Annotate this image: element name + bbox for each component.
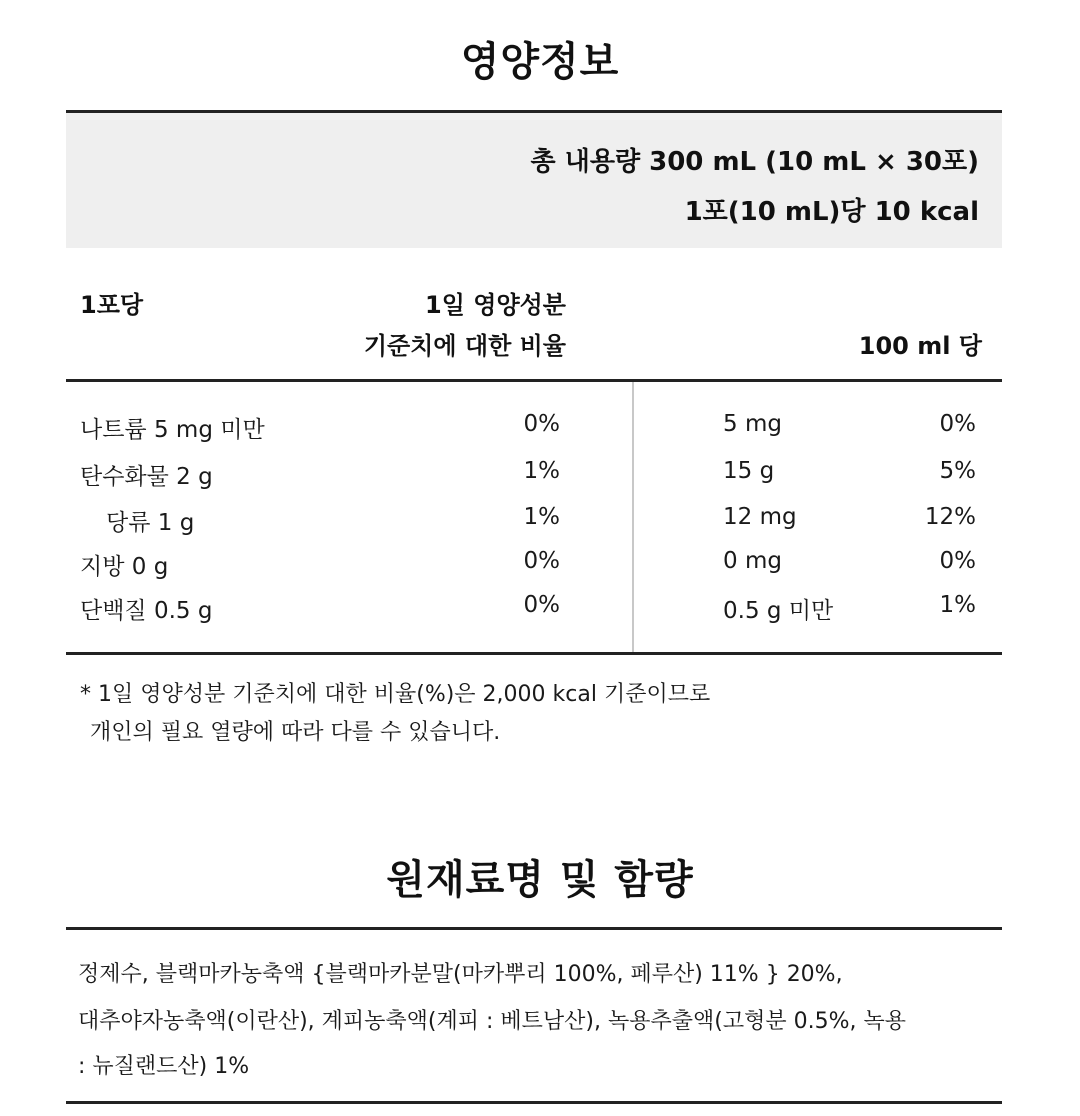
row-daily-100ml: 0% [939,411,976,437]
ingredients-bottom-rule [66,1101,1002,1104]
ingredients-line1: 정제수, 블랙마카농축액 {블랙마카분말(마카뿌리 100%, 페루산) 11% } 20%, [78,962,843,987]
ingredients-title: 원재료명 및 함량 [386,857,694,903]
per-pack-kcal: 1포(10 mL)당 10 kcal [684,197,979,227]
ingredients-top-rule [66,927,1002,930]
row-daily-100ml: 0% [939,548,976,574]
footnote-line2: 개인의 필요 열량에 따라 다를 수 있습니다. [90,720,501,745]
row-name: 탄수화물 2 g [80,464,213,490]
total-content: 총 내용량 300 mL (10 mL × 30포) [530,147,979,177]
table-bottom-rule [66,652,1002,655]
row-name: 당류 1 g [106,510,195,536]
row-daily-100ml: 5% [939,458,976,484]
row-amount-100ml: 0 mg [723,548,782,574]
row-daily-100ml: 12% [924,504,976,530]
row-amount-100ml: 12 mg [723,504,797,530]
row-daily: 0% [523,548,560,574]
row-daily: 0% [523,592,560,618]
ingredients-line3: : 뉴질랜드산) 1% [78,1054,250,1079]
header-per-pack: 1포당 [80,291,144,319]
row-daily: 1% [523,504,560,530]
header-rule [66,379,1002,382]
row-name: 지방 0 g [80,554,169,580]
row-daily: 0% [523,411,560,437]
row-name: 나트륨 5 mg 미만 [80,417,265,443]
ingredients-line2: 대추야자농축액(이란산), 계피농축액(계피 : 베트남산), 녹용추출액(고형분 0.5%, 녹용 [78,1009,906,1034]
row-daily-100ml: 1% [939,592,976,618]
header-daily-ratio-line2: 기준치에 대한 비율 [363,332,566,360]
header-per-100ml: 100 ml 당 [858,332,982,360]
footnote-line1: * 1일 영양성분 기준치에 대한 비율(%)은 2,000 kcal 기준이므로 [80,682,711,707]
row-amount-100ml: 0.5 g 미만 [723,598,834,624]
row-name: 단백질 0.5 g [80,598,213,624]
column-divider [632,382,634,652]
nutrition-summary-box [66,113,1002,248]
nutrition-title: 영양정보 [460,39,620,85]
row-daily: 1% [523,458,560,484]
row-amount-100ml: 15 g [723,458,775,484]
row-amount-100ml: 5 mg [723,411,782,437]
header-daily-ratio-line1: 1일 영양성분 [425,291,566,319]
